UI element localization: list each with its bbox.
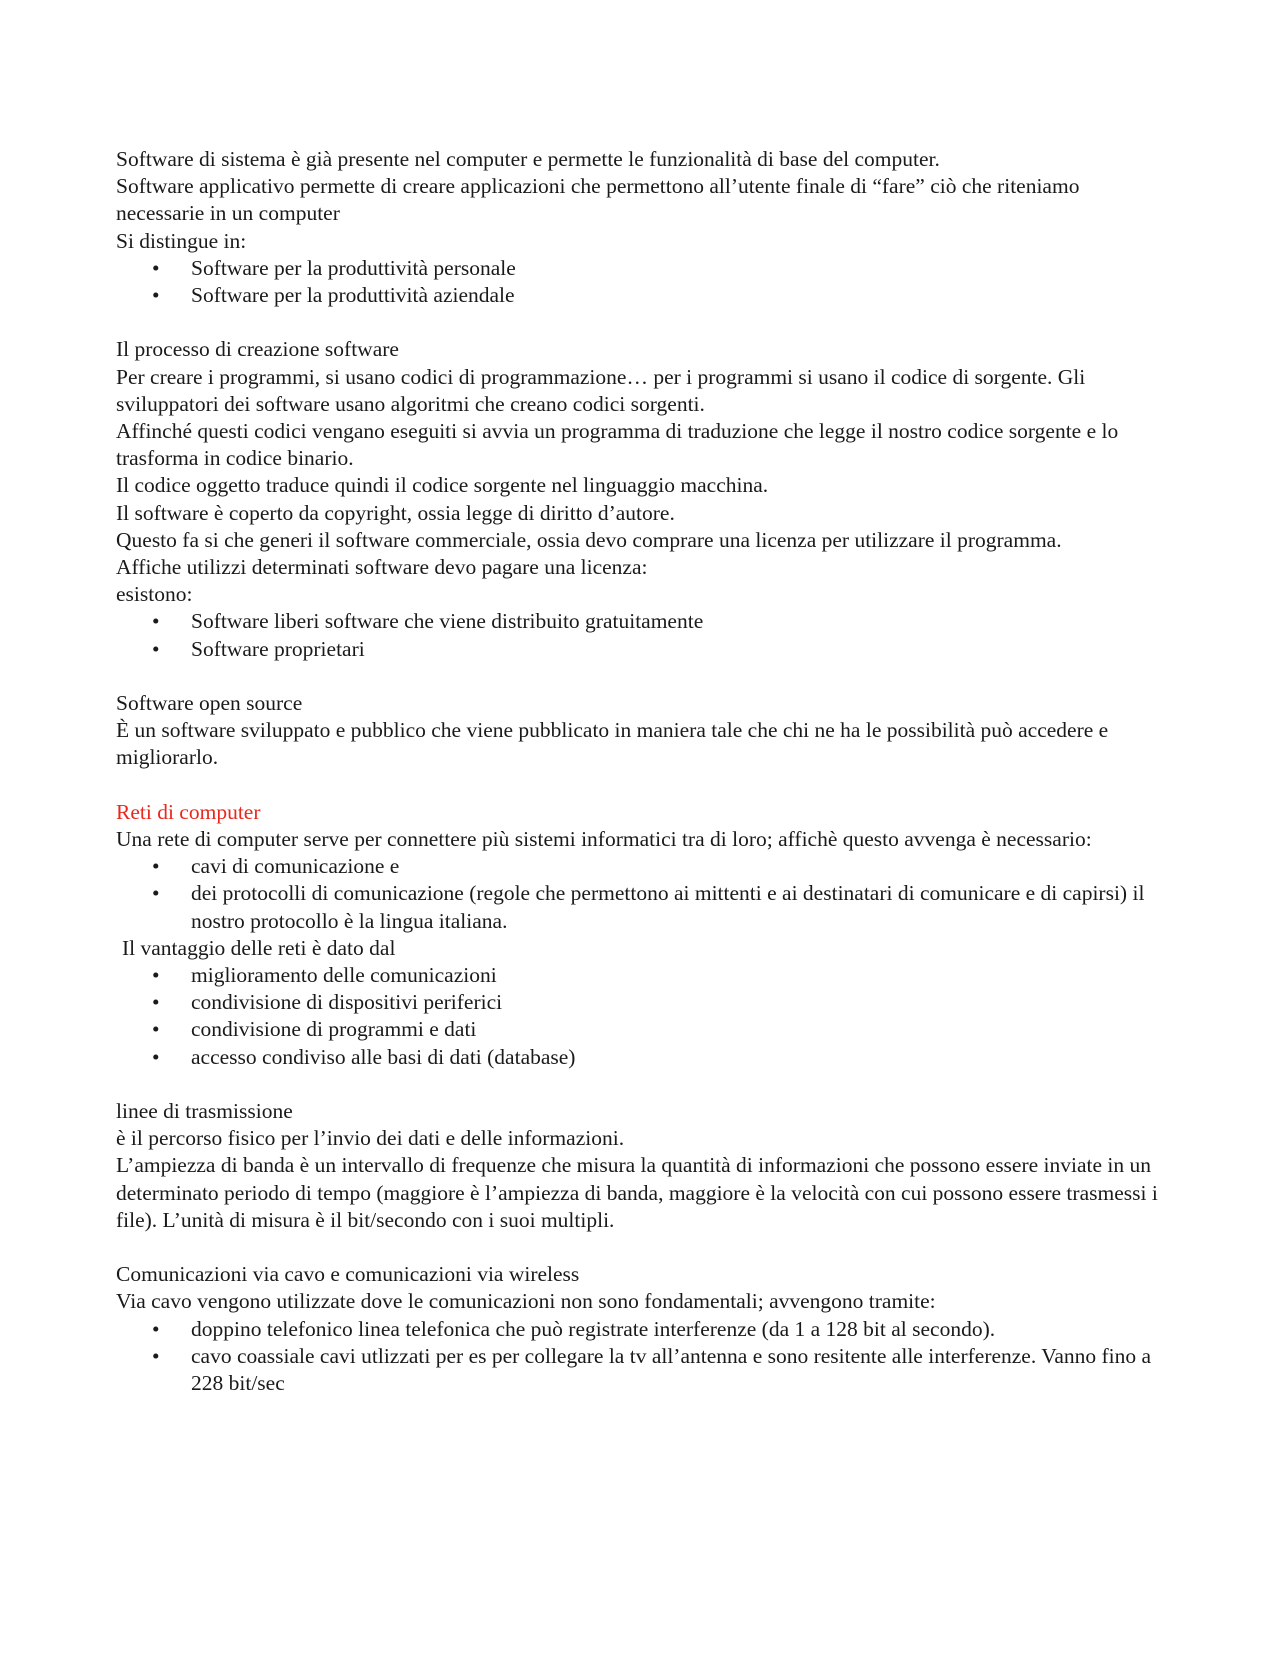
paragraph: Via cavo vengono utilizzate dove le comunicazioni non sono fondamentali; avvengono tramite:	[116, 1289, 936, 1314]
document-page	[116, 146, 1166, 1397]
section-heading: Comunicazioni via cavo e comunicazioni via wireless	[116, 1262, 580, 1287]
section-heading-red: Reti di computer	[116, 799, 261, 824]
list-item: • Software per la produttività personale	[116, 255, 1166, 282]
section-heading: Software open source	[116, 691, 303, 716]
section-computer-networks	[116, 799, 1166, 1071]
section-software-types	[116, 146, 1166, 309]
list-item: • condivisione di programmi e dati	[116, 1016, 1166, 1043]
paragraph: Software di sistema è già presente nel computer e permette le funzionalità di base del computer.	[116, 147, 940, 171]
paragraph: Software applicativo permette di creare applicazioni che permettono all’utente finale di “fare” ciò che riteniamo necessarie in un computer	[116, 174, 1080, 226]
paragraph: Si distingue in:	[116, 228, 247, 253]
paragraph: Il codice oggetto traduce quindi il codice sorgente nel linguaggio macchina.	[116, 473, 769, 498]
paragraph: È un software sviluppato e pubblico che viene pubblicato in maniera tale che chi ne ha le possibilità può accedere e migliorarlo.	[116, 718, 1109, 770]
list-item: • Software proprietari	[116, 636, 1166, 663]
section-open-source	[116, 690, 1166, 772]
bullet-list	[116, 853, 1166, 935]
paragraph: Questo fa si che generi il software commerciale, ossia devo comprare una licenza per utilizzare il programma.	[116, 527, 1062, 552]
section-transmission-lines	[116, 1098, 1166, 1234]
bullet-list	[116, 608, 1166, 662]
bullet-list	[116, 962, 1166, 1071]
paragraph: Affiche utilizzi determinati software devo pagare una licenza:	[116, 555, 648, 580]
list-item: • Software liberi software che viene distribuito gratuitamente	[116, 608, 1166, 635]
list-item: • condivisione di dispositivi periferici	[116, 989, 1166, 1016]
list-item: • Software per la produttività aziendale	[116, 282, 1166, 309]
paragraph: Il vantaggio delle reti è dato dal	[122, 935, 396, 960]
bullet-list	[116, 255, 1166, 309]
list-item: • miglioramento delle comunicazioni	[116, 962, 1166, 989]
list-item: • accesso condiviso alle basi di dati (database)	[116, 1044, 1166, 1071]
list-item: • doppino telefonico linea telefonica che può registrate interferenze (da 1 a 128 bit al secondo).	[116, 1316, 1166, 1343]
paragraph: L’ampiezza di banda è un intervallo di frequenze che misura la quantità di informazioni che possono essere inviate in un determinato periodo di tempo (maggiore è l’ampiezza di banda, maggiore è la velocità con cui possono essere trasmessi i file). L’unità di misura è il bit/secondo con i suoi multipli.	[116, 1153, 1158, 1232]
paragraph: Affinché questi codici vengano eseguiti si avvia un programma di traduzione che legge il nostro codice sorgente e lo trasforma in codice binario.	[116, 419, 1119, 471]
section-software-creation	[116, 336, 1166, 662]
section-cable-wireless	[116, 1261, 1166, 1397]
paragraph: Per creare i programmi, si usano codici di programmazione… per i programmi si usano il codice di sorgente. Gli sviluppatori dei software usano algoritmi che creano codici sorgenti.	[116, 364, 1086, 416]
list-item: • dei protocolli di comunicazione (regole che permettono ai mittenti e ai destinatari di comunicare e di capirsi) il nostro protocollo è la lingua italiana.	[116, 880, 1166, 934]
bullet-list	[116, 1316, 1166, 1398]
list-item: • cavo coassiale cavi utlizzati per es per collegare la tv all’antenna e sono resitente alle interferenze. Vanno fino a 228 bit/sec	[116, 1343, 1166, 1397]
paragraph: Il software è coperto da copyright, ossia legge di diritto d’autore.	[116, 500, 675, 525]
section-heading: linee di trasmissione	[116, 1099, 293, 1124]
paragraph: esistono:	[116, 582, 193, 607]
paragraph: Una rete di computer serve per connettere più sistemi informatici tra di loro; affichè questo avvenga è necessario:	[116, 827, 1092, 852]
list-item: • cavi di comunicazione e	[116, 853, 1166, 880]
section-heading: Il processo di creazione software	[116, 337, 399, 362]
paragraph: è il percorso fisico per l’invio dei dati e delle informazioni.	[116, 1126, 625, 1151]
